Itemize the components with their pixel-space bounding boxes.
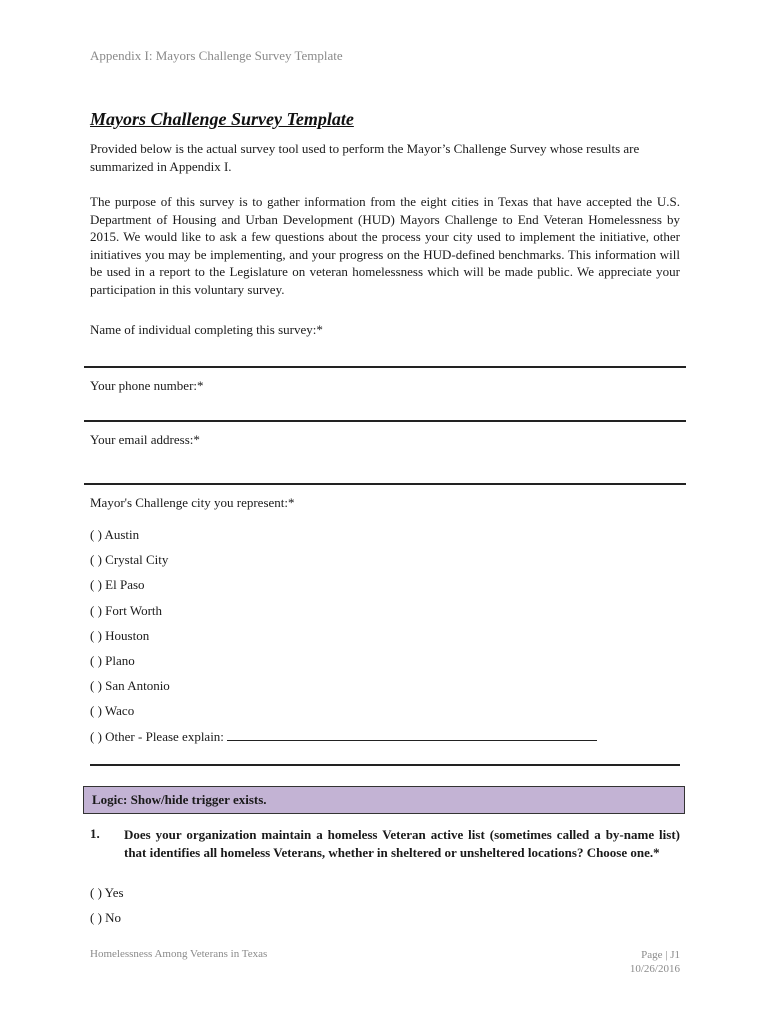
other-explain-line[interactable] <box>227 728 597 741</box>
phone-field-label: Your phone number:* <box>90 378 204 393</box>
answer-option-yes[interactable]: ( ) Yes <box>90 885 124 900</box>
logic-note-text: Logic: Show/hide trigger exists. <box>92 792 267 807</box>
city-option-crystal-city[interactable]: ( ) Crystal City <box>90 552 169 568</box>
purpose-paragraph: The purpose of this survey is to gather information from the eight cities in Texas that have accepted the U.S. Department of Housing and Urban Development (HUD) Mayors Challenge to End Veteran Homelessness by 2015. We would like to ask a few questions about the process your city used to implement the initiative, other initiatives you may be implementing, and your progress on the HUD-defined benchmarks. This information will be used in a report to the Legislature on veteran homelessness which will be made public. We appreciate your participation in this voluntary survey. <box>90 194 680 297</box>
name-field-label: Name of individual completing this survey:* <box>90 322 323 337</box>
city-field-label: Mayor's Challenge city you represent:* <box>90 495 295 510</box>
city-option-waco[interactable]: ( ) Waco <box>90 703 135 719</box>
city-option-austin[interactable]: ( ) Austin <box>90 527 140 542</box>
intro-paragraph: Provided below is the actual survey tool used to perform the Mayor’s Challenge Survey whose results are summarized in Appendix I. <box>90 141 640 174</box>
city-options-list <box>90 526 597 753</box>
name-field-line[interactable] <box>84 366 686 368</box>
email-field-label: Your email address:* <box>90 432 200 447</box>
footer-date: 10/26/2016 <box>629 963 680 975</box>
city-option-san-antonio[interactable]: ( ) San Antonio <box>90 678 170 694</box>
footer-page-info <box>630 948 680 976</box>
logic-note-box <box>83 786 685 814</box>
email-field-line[interactable] <box>84 483 686 485</box>
other-option-label: ( ) Other - Please explain: <box>90 728 224 744</box>
answer-options-list <box>90 884 124 934</box>
page-title: Mayors Challenge Survey Template <box>90 109 354 129</box>
phone-field-line[interactable] <box>84 420 686 422</box>
question-number: 1. <box>90 826 100 841</box>
section-divider <box>90 764 680 766</box>
page-number: Page | J1 <box>641 949 680 961</box>
city-option-other[interactable] <box>90 728 597 753</box>
city-option-plano[interactable]: ( ) Plano <box>90 652 135 668</box>
answer-option-no[interactable]: ( ) No <box>90 910 122 925</box>
city-option-el-paso[interactable]: ( ) El Paso <box>90 577 145 593</box>
running-header: Appendix I: Mayors Challenge Survey Template <box>90 48 343 63</box>
question-text: Does your organization maintain a homeless Veteran active list (sometimes called a by-name list) that identifies all homeless Veterans, whether in sheltered or unsheltered locations? Choose one.* <box>124 827 680 860</box>
footer-title: Homelessness Among Veterans in Texas <box>90 948 268 960</box>
city-option-fort-worth[interactable]: ( ) Fort Worth <box>90 602 163 618</box>
city-option-houston[interactable]: ( ) Houston <box>90 627 150 643</box>
